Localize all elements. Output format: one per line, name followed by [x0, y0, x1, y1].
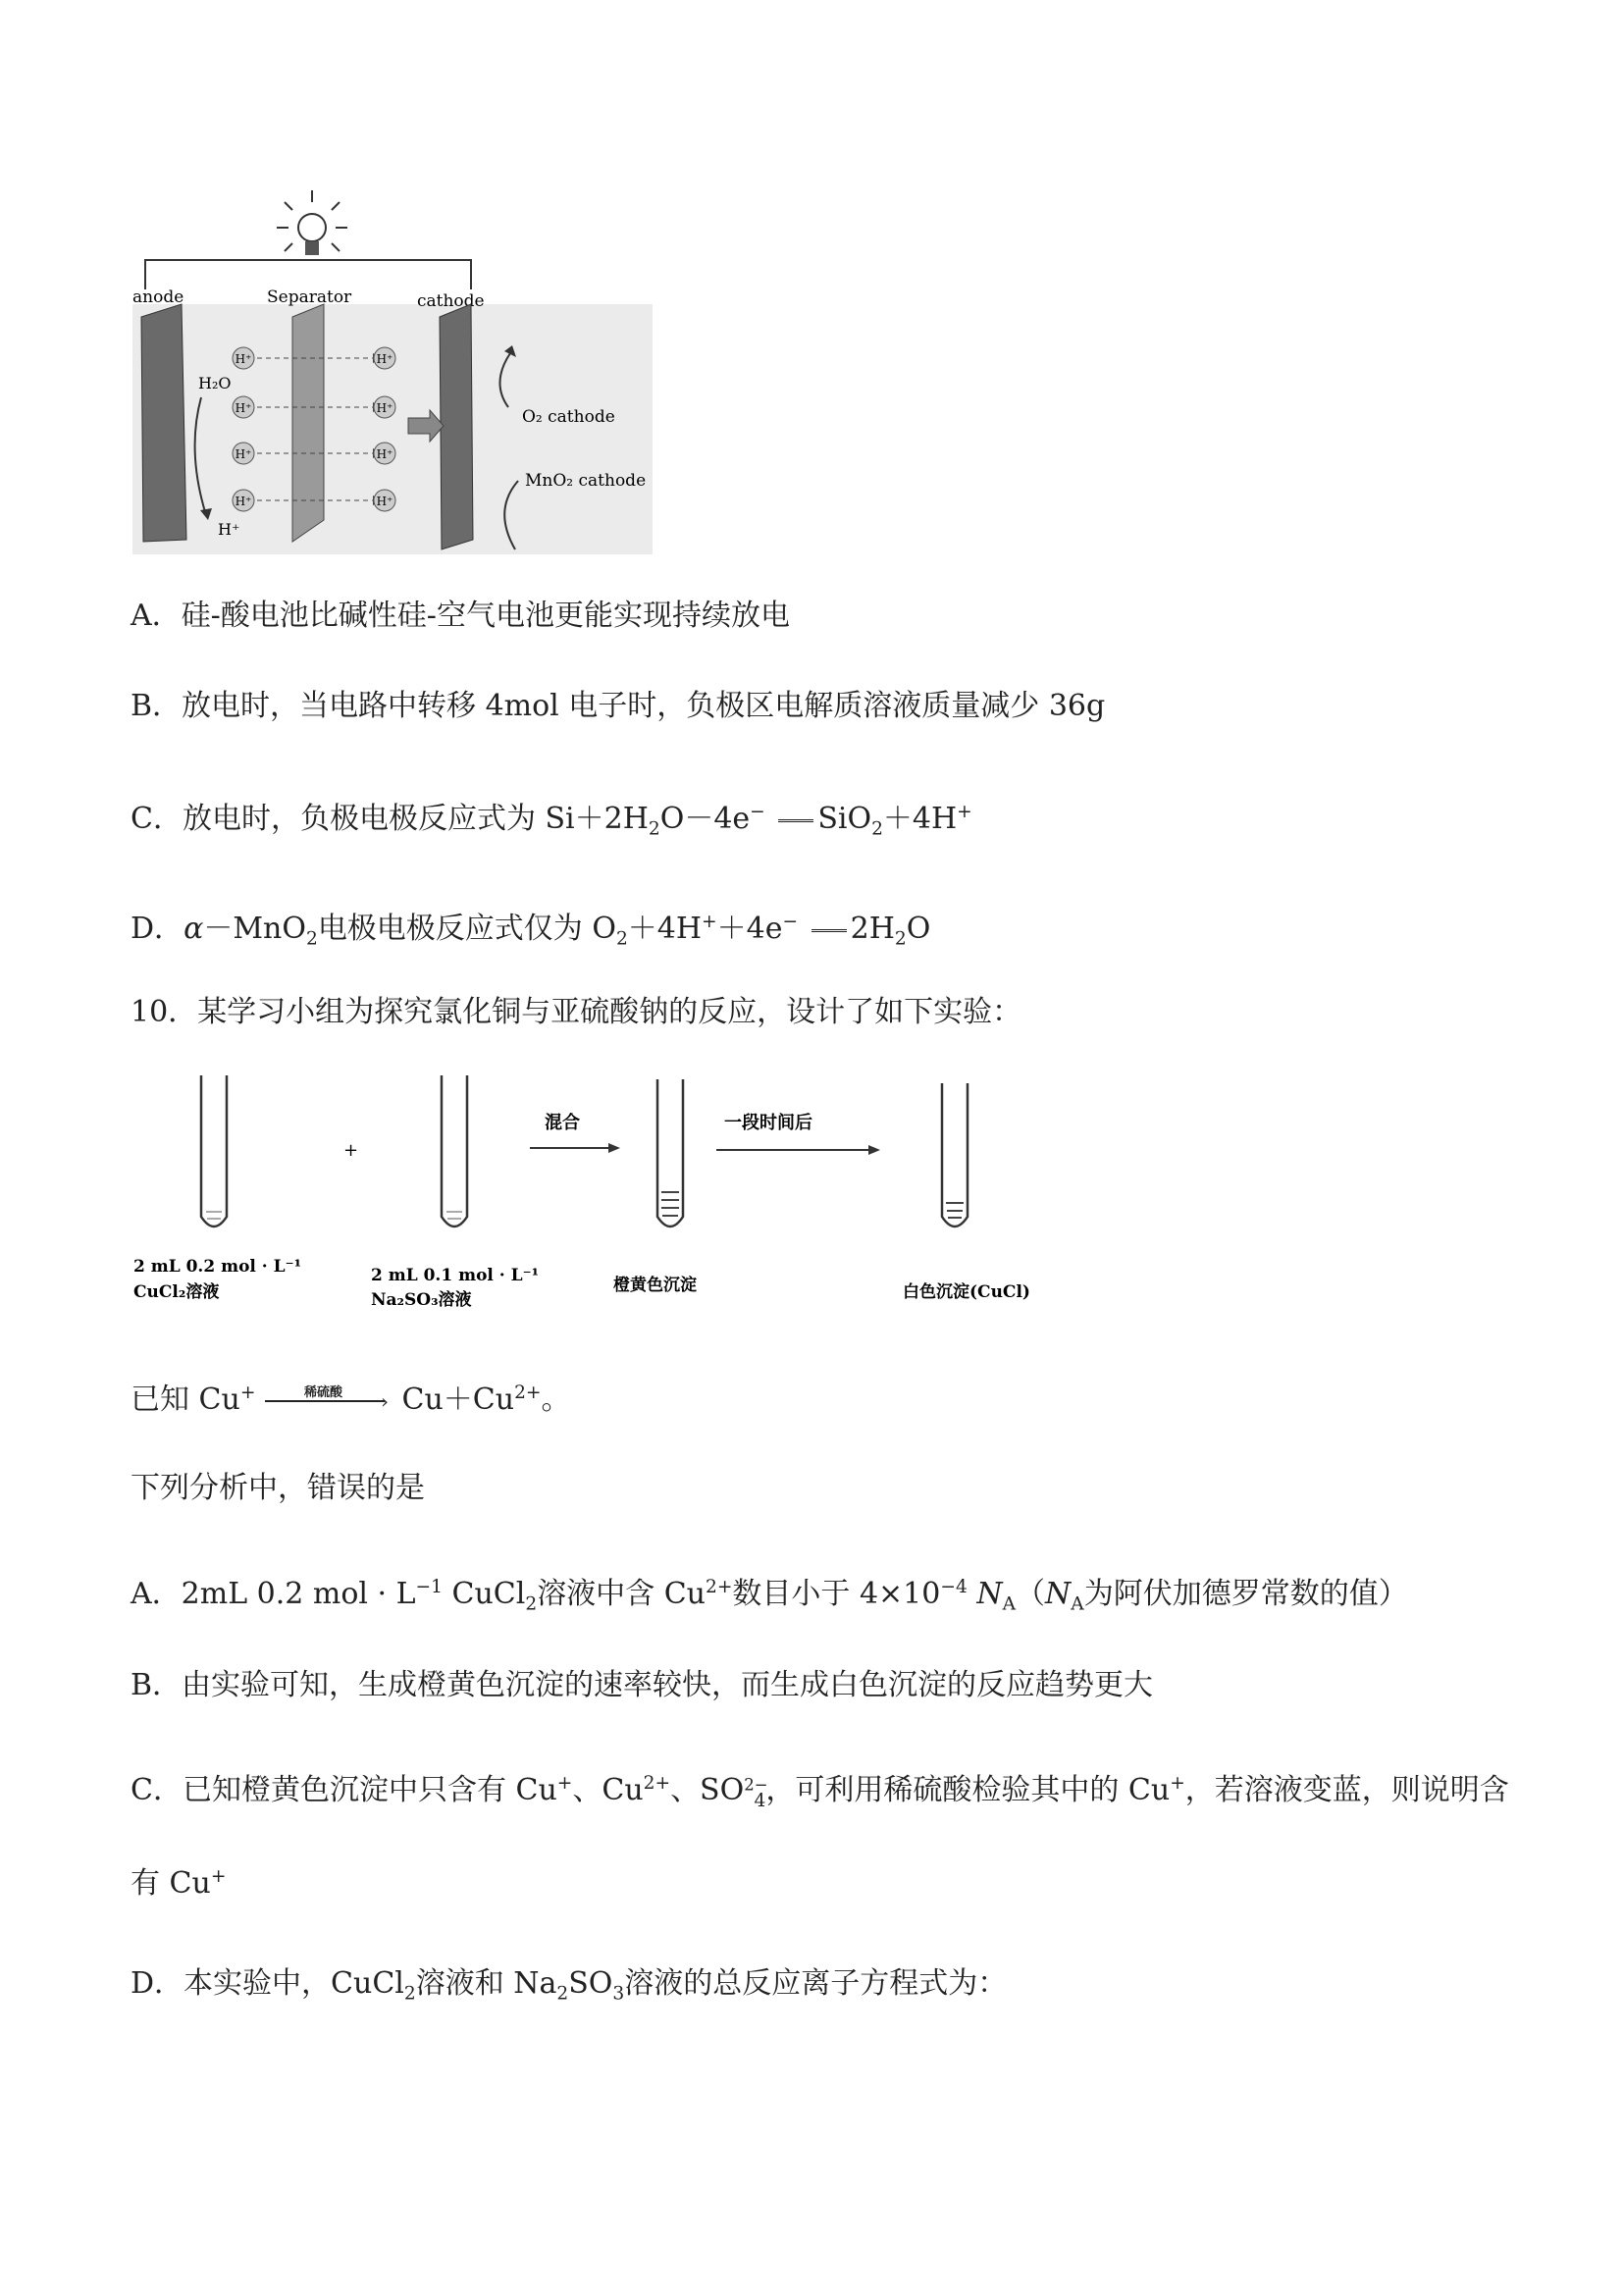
svg-text:H₂O: H₂O [198, 374, 232, 392]
svg-text:H⁺: H⁺ [235, 352, 252, 366]
q10-option-d: D．本实验中，CuCl$_2$溶液和 $Na_2SO_3$溶液的总反应离子方程式为： [131, 1966, 1008, 2005]
test-tube-icon [201, 1075, 227, 1226]
separator-label: Separator [267, 287, 352, 307]
svg-text:一段时间后: 一段时间后 [724, 1113, 812, 1133]
q10-ask: 下列分析中，错误的是 [131, 1471, 425, 1505]
svg-text:Na₂SO₃溶液: Na₂SO₃溶液 [371, 1290, 472, 1310]
svg-text:橙黄色沉淀: 橙黄色沉淀 [613, 1276, 697, 1295]
svg-text:+: + [343, 1140, 359, 1161]
test-tube-icon [442, 1075, 467, 1226]
battery-diagram [128, 186, 677, 559]
cathode-label: cathode [417, 291, 485, 311]
q9-option-b: B．放电时，当电路中转移 4mol 电子时，负极区电解质溶液质量减少 36g [131, 689, 1106, 723]
light-bulb-icon [277, 190, 347, 255]
q10-option-c-cont: 有 Cu+ [131, 1866, 227, 1902]
svg-text:CuCl₂溶液: CuCl₂溶液 [133, 1282, 220, 1302]
svg-text:H⁺: H⁺ [376, 495, 393, 508]
svg-text:H⁺: H⁺ [235, 401, 252, 415]
q9-option-a: A．硅-酸电池比碱性硅-空气电池更能实现持续放电 [131, 599, 790, 633]
test-tube-icon [657, 1079, 683, 1226]
q10-known: 已知 Cu+ 稀硫酸 › $Cu+Cu^{2+}$。 [131, 1383, 571, 1418]
q10-option-a: A．2mL 0.2 mol · $L^{-1}$ CuCl$_2$溶液中含 $Cu^{2+}$数目小于 $4\times 10^{-4}$ $N_A(N_A$为阿伏加德罗常数的值） [131, 1577, 1408, 1615]
test-tube-icon [942, 1083, 968, 1226]
svg-text:2 mL 0.2 mol · L⁻¹: 2 mL 0.2 mol · L⁻¹ [133, 1257, 302, 1277]
q9-option-c: C．放电时，负极电极反应式为 $Si+2H_2O-4e^-$ SiO$_2$＋4H+ [131, 802, 972, 840]
svg-text:H⁺: H⁺ [235, 495, 252, 508]
experiment-diagram [128, 1070, 1079, 1325]
q10-option-b: B．由实验可知，生成橙黄色沉淀的速率较快，而生成白色沉淀的反应趋势更大 [131, 1668, 1154, 1702]
anode-label: anode [132, 287, 184, 307]
svg-text:H⁺: H⁺ [376, 447, 393, 461]
svg-text:2 mL 0.1 mol · L⁻¹: 2 mL 0.1 mol · L⁻¹ [371, 1266, 540, 1285]
svg-text:白色沉淀(CuCl): 白色沉淀(CuCl) [903, 1282, 1030, 1302]
svg-text:H⁺: H⁺ [376, 352, 393, 366]
q10-stem: 10．某学习小组为探究氯化铜与亚硫酸钠的反应，设计了如下实验： [131, 995, 1022, 1029]
svg-text:H⁺: H⁺ [218, 520, 240, 539]
svg-text:MnO₂ cathode: MnO₂ cathode [525, 471, 647, 491]
svg-text:H⁺: H⁺ [376, 401, 393, 415]
q10-option-c: C．已知橙黄色沉淀中只含有 Cu+、$Cu^{2+}$、$SO^{2-}_4$，可利用稀硫酸检验其中的 Cu+，若溶液变蓝，则说明含 [131, 1773, 1509, 1811]
svg-text:混合: 混合 [545, 1113, 580, 1133]
q9-option-d: D．α－MnO$_2$电极电极反应式仅为 $O_2+4H^++4e^-$ $2H_2O$ [131, 912, 931, 950]
svg-text:H⁺: H⁺ [235, 447, 252, 461]
svg-text:O₂ cathode: O₂ cathode [522, 407, 615, 427]
